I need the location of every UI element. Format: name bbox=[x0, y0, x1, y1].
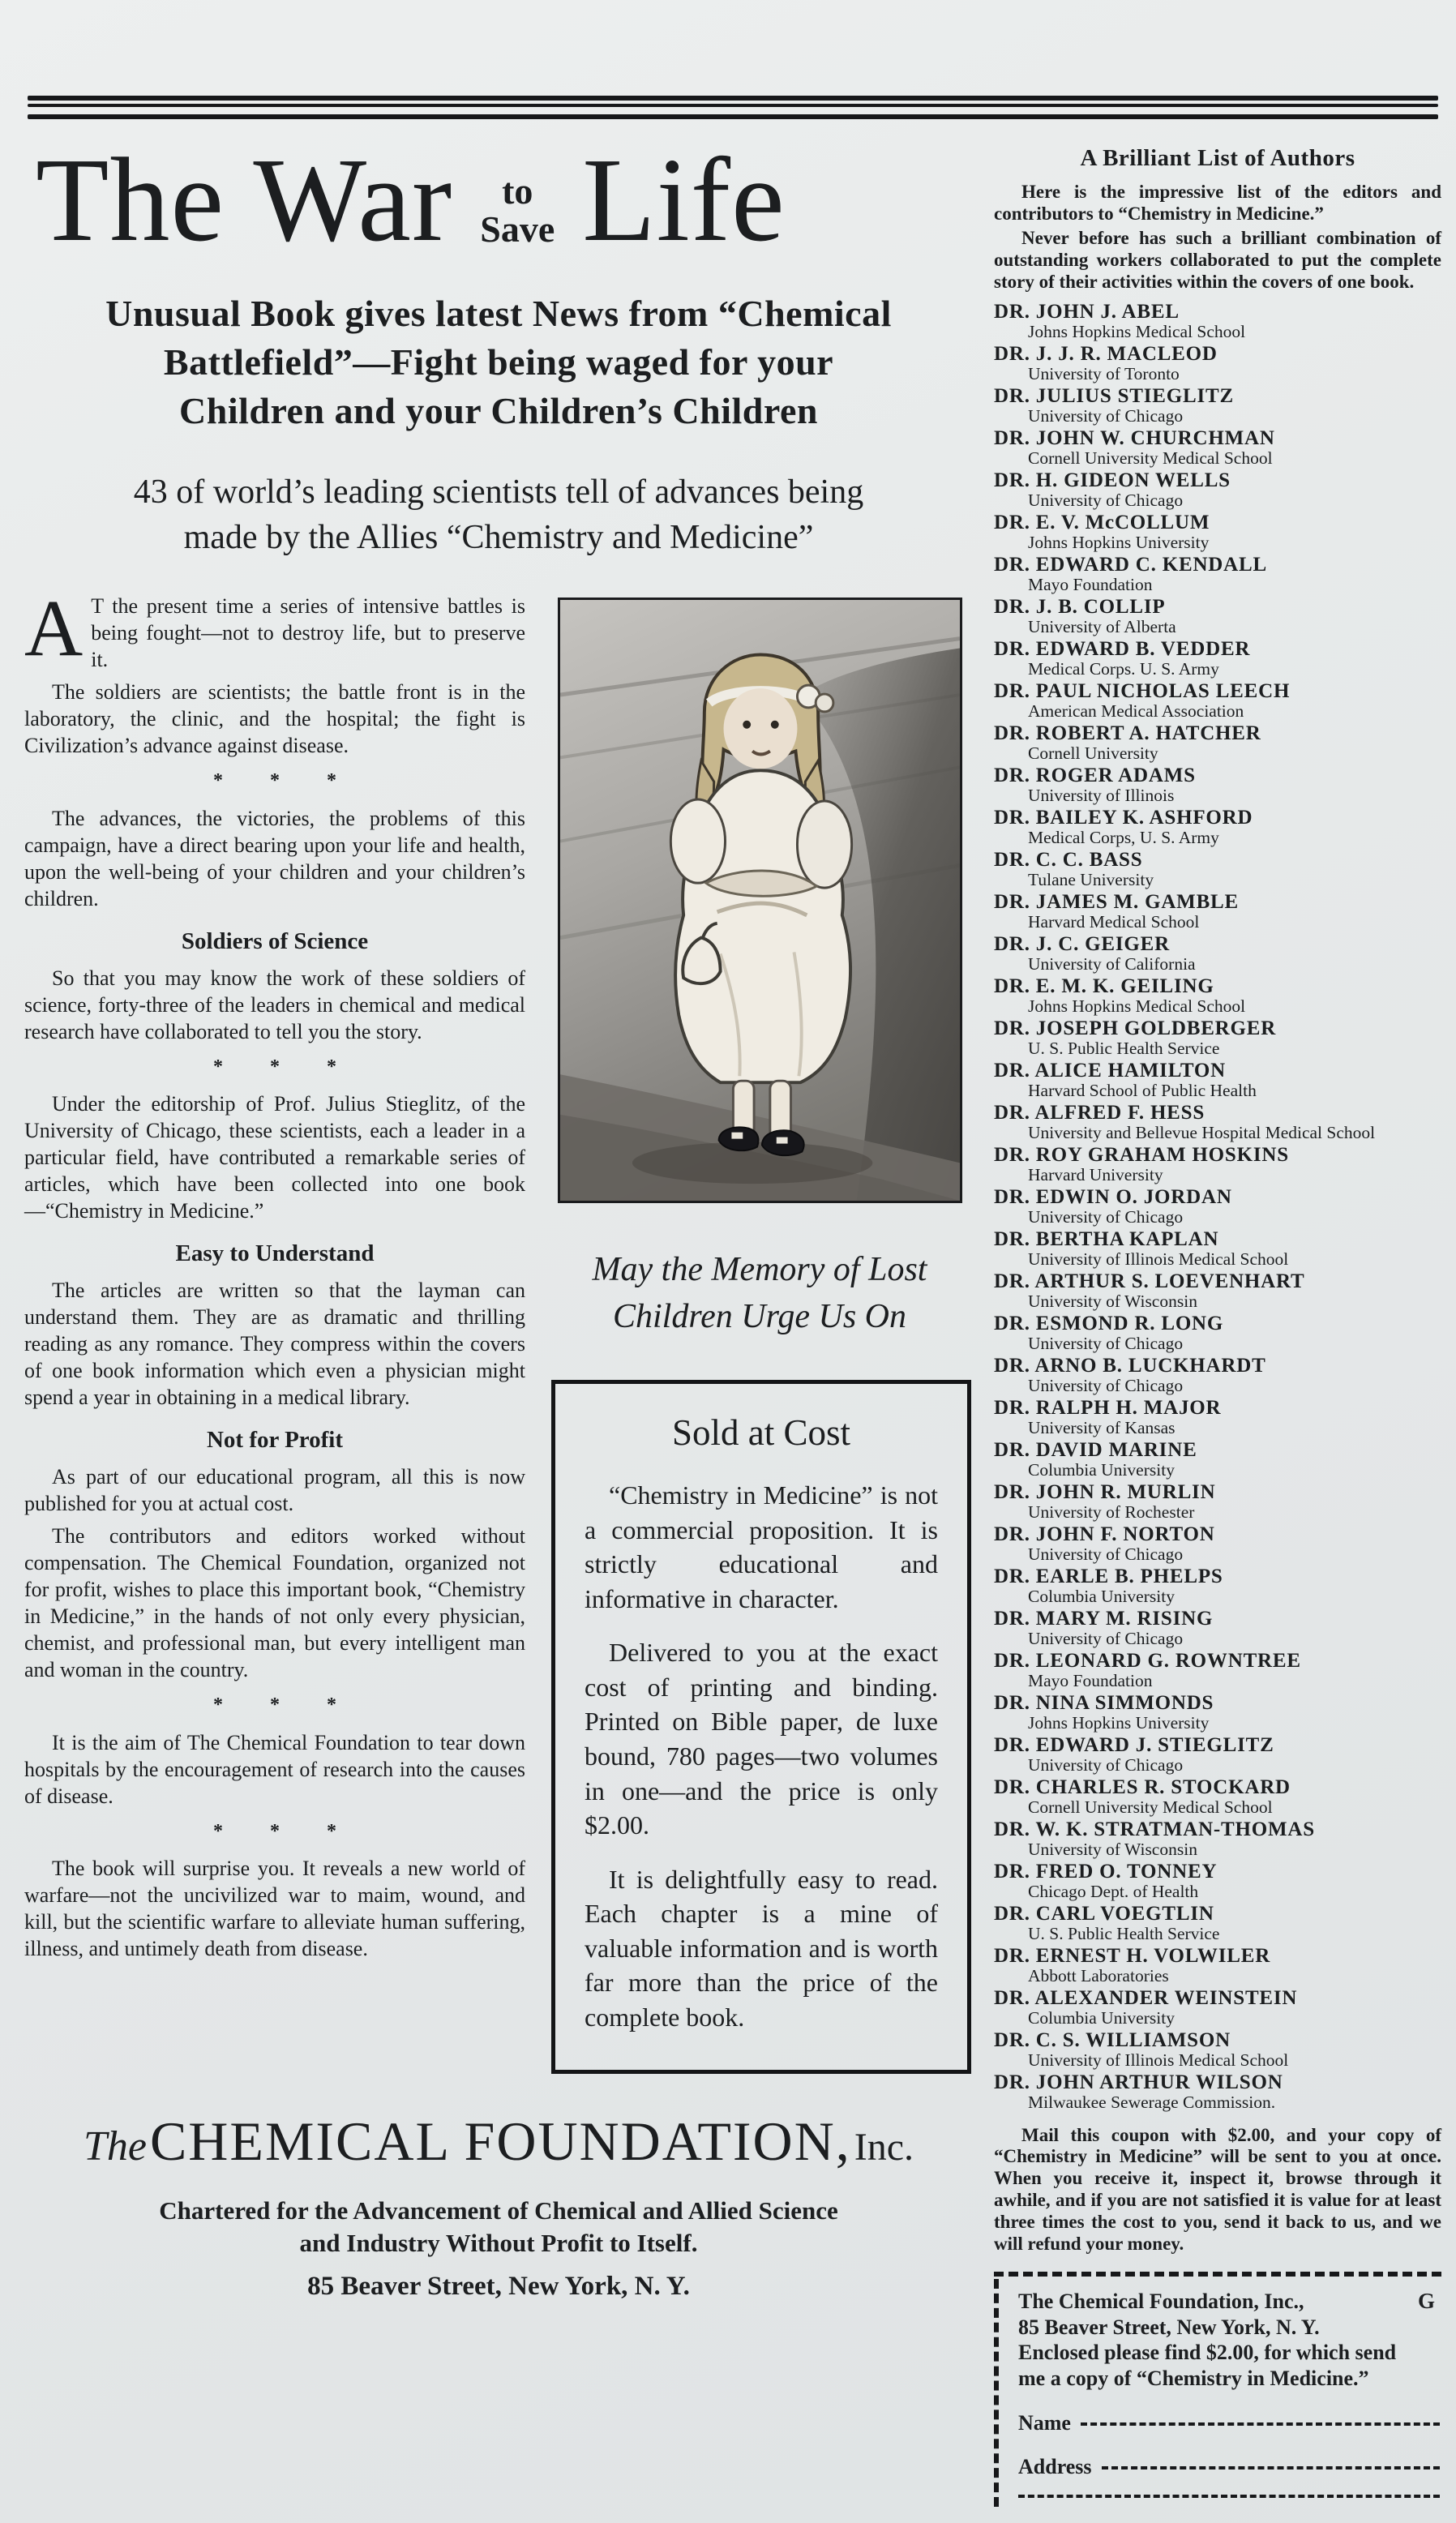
author-name: DR. CHARLES R. STOCKARD bbox=[994, 1776, 1291, 1798]
coupon-extra-writing-line bbox=[1018, 2495, 1440, 2498]
mail-coupon-text: Mail this coupon with $2.00, and your copy of “Chemistry in Medicine” will be sent to you at once. When you receive it, inspect it, browse through it awhile, and if you are not satisfied it is value for at least three times the cost to you, send it back to us, and we will refund your money. bbox=[994, 2124, 1441, 2255]
text-block: Easy to Understand bbox=[175, 1240, 375, 1267]
author-institution: Columbia University bbox=[1028, 1459, 1175, 1480]
coupon-address-line: 85 Beaver Street, New York, N. Y. bbox=[1018, 2315, 1320, 2339]
text-block: It is the aim of The Chemical Foundation to tear down hospitals by the encouragement of research into the causes of disease. bbox=[24, 1730, 525, 1808]
author-institution: University of Chicago bbox=[1028, 405, 1184, 426]
body-text-column bbox=[24, 583, 525, 2074]
author-institution: Harvard School of Public Health bbox=[1028, 1080, 1257, 1100]
author-entry bbox=[994, 1946, 1441, 1985]
author-name: DR. RALPH H. MAJOR bbox=[994, 1396, 1222, 1419]
author-name: DR. H. GIDEON WELLS bbox=[994, 469, 1231, 491]
author-entry bbox=[994, 1356, 1441, 1395]
author-entry bbox=[994, 2030, 1441, 2070]
author-name: DR. EDWARD B. VEDDER bbox=[994, 637, 1251, 660]
page-title bbox=[24, 134, 973, 267]
masthead-rule-top bbox=[28, 96, 1438, 101]
author-name: DR. JOHN R. MURLIN bbox=[994, 1480, 1216, 1503]
cost-box-heading: Sold at Cost bbox=[671, 1412, 851, 1454]
text-block: Soldiers of Science bbox=[181, 927, 369, 954]
author-name: DR. E. M. K. GEILING bbox=[994, 975, 1214, 997]
author-institution: University and Bellevue Hospital Medical School bbox=[1028, 1122, 1376, 1142]
author-institution: University of Wisconsin bbox=[1028, 1291, 1197, 1311]
author-name: DR. JOHN F. NORTON bbox=[994, 1523, 1215, 1545]
author-institution: Johns Hopkins University bbox=[1028, 532, 1210, 552]
author-name: DR. ESMOND R. LONG bbox=[994, 1312, 1224, 1334]
author-entry bbox=[994, 850, 1441, 889]
text-block: The articles are written so that the layman can understand them. They are as dramatic and thrilling reading as any romance. They compress within the covers of one book information which even a physician might spend a year in obtaining in a medical library. bbox=[24, 1279, 525, 1410]
masthead-rule-middle bbox=[28, 104, 1438, 107]
masthead-rule-bottom bbox=[28, 114, 1438, 119]
author-name: DR. FRED O. TONNEY bbox=[994, 1860, 1218, 1883]
author-institution: Cornell University Medical School bbox=[1028, 448, 1273, 468]
author-entry bbox=[994, 1777, 1441, 1817]
authors-intro-paragraph: Here is the impressive list of the editors and contributors to “Chemistry in Medicine.” bbox=[994, 182, 1441, 224]
author-name: DR. BERTHA KAPLAN bbox=[994, 1227, 1219, 1250]
author-institution: Cornell University bbox=[1028, 743, 1158, 763]
author-institution: Columbia University bbox=[1028, 2007, 1175, 2028]
sold-at-cost-box bbox=[551, 1380, 971, 2074]
text-block: Under the editorship of Prof. Julius Stieglitz, of the University of Chicago, these scientists, each a leader in a particular field, have contributed a remarkable series of articles, which have been collected into one book—“Chemistry in Medicine.” bbox=[24, 1092, 525, 1223]
order-coupon-inner bbox=[994, 2279, 1441, 2507]
order-coupon bbox=[994, 2272, 1441, 2507]
tagline: 43 of world’s leading scientists tell of advances being made by the Allies “Chemistry and Medicine” bbox=[133, 473, 864, 556]
title-the-war: The War bbox=[36, 134, 453, 267]
author-institution: University of Chicago bbox=[1028, 1333, 1184, 1353]
author-institution: University of Chicago bbox=[1028, 1206, 1184, 1227]
title-to: to bbox=[502, 170, 533, 212]
cost-box-paragraph: Delivered to you at the exact cost of printing and binding. Printed on Bible paper, de luxe bound, 780 pages—two volumes in one—and the price is only $2.00. bbox=[585, 1638, 938, 1840]
author-name: DR. EDWARD C. KENDALL bbox=[994, 553, 1267, 576]
text-block: As part of our educational program, all this is now published for you at actual cost. bbox=[24, 1465, 525, 1516]
foundation-org: CHEMICAL FOUNDATION, bbox=[149, 2110, 851, 2173]
author-institution: U. S. Public Health Service bbox=[1028, 1038, 1220, 1058]
author-entry bbox=[994, 597, 1441, 636]
author-name: DR. PAUL NICHOLAS LEECH bbox=[994, 679, 1291, 702]
author-institution: American Medical Association bbox=[1028, 700, 1244, 721]
author-institution: University of Chicago bbox=[1028, 1544, 1184, 1564]
author-entry bbox=[994, 428, 1441, 468]
author-institution: Johns Hopkins Medical School bbox=[1028, 321, 1246, 341]
author-entry bbox=[994, 1103, 1441, 1142]
text-block: The contributors and editors worked without compensation. The Chemical Foundation, organized not for profit, wishes to place this important book, “Chemistry in Medicine,” in the hands of not only every physician, chemist, and professional man, but every intelligent man and woman in the country. bbox=[24, 1524, 525, 1682]
author-name: DR. MARY M. RISING bbox=[994, 1607, 1214, 1630]
subtitle: Unusual Book gives latest News from “Chemical Battlefield”—Fight being waged for your Children and your Children’s Children bbox=[105, 293, 892, 431]
author-entry bbox=[994, 386, 1441, 426]
foundation-address: 85 Beaver Street, New York, N. Y. bbox=[307, 2272, 690, 2302]
foundation-name bbox=[24, 2110, 973, 2174]
author-institution: Chicago Dept. of Health bbox=[1028, 1881, 1199, 1901]
author-institution: Mayo Foundation bbox=[1028, 1670, 1153, 1690]
author-entry bbox=[994, 512, 1441, 552]
author-name: DR. JOHN J. ABEL bbox=[994, 300, 1180, 323]
author-name: DR. E. V. McCOLLUM bbox=[994, 511, 1210, 533]
author-entry bbox=[994, 1482, 1441, 1522]
authors-intro-paragraph: Never before has such a brilliant combination of outstanding workers collaborated to put the complete story of their activities within the covers of one book. bbox=[994, 227, 1441, 292]
author-name: DR. ARNO B. LUCKHARDT bbox=[994, 1354, 1266, 1377]
author-entry bbox=[994, 1060, 1441, 1100]
author-entry bbox=[994, 344, 1441, 383]
text-block: The book will surprise you. It reveals a new world of warfare—not the uncivilized war to maim, wound, and kill, but the scientific warfare to alleviate human suffering, illness, and untimely death from disease. bbox=[24, 1857, 525, 1961]
text-block: * * * bbox=[213, 1056, 336, 1077]
author-institution: University of Rochester bbox=[1028, 1501, 1195, 1522]
author-name: DR. ALFRED F. HESS bbox=[994, 1101, 1205, 1124]
author-name: DR. C. S. WILLIAMSON bbox=[994, 2028, 1231, 2051]
author-name: DR. ROBERT A. HATCHER bbox=[994, 722, 1261, 744]
author-entry bbox=[994, 1693, 1441, 1733]
author-entry bbox=[994, 1819, 1441, 1859]
author-entry bbox=[994, 2072, 1441, 2112]
author-institution: University of Kansas bbox=[1028, 1417, 1176, 1437]
author-entry bbox=[994, 302, 1441, 341]
author-institution: University of California bbox=[1028, 953, 1196, 974]
author-name: DR. C. C. BASS bbox=[994, 848, 1143, 871]
author-name: DR. BAILEY K. ASHFORD bbox=[994, 806, 1253, 829]
author-entry bbox=[994, 1313, 1441, 1353]
author-entry bbox=[994, 1861, 1441, 1901]
author-entry bbox=[994, 470, 1441, 510]
authors-column bbox=[994, 140, 1441, 2507]
text-block: AT the present time a series of intensive battles is being fought—not to destroy life, but to preserve it. bbox=[24, 583, 525, 674]
author-institution: Cornell University Medical School bbox=[1028, 1797, 1273, 1817]
author-name: DR. LEONARD G. ROWNTREE bbox=[994, 1649, 1301, 1672]
author-name: DR. ROGER ADAMS bbox=[994, 764, 1196, 786]
text-block: * * * bbox=[213, 770, 336, 792]
author-entry bbox=[994, 1398, 1441, 1437]
author-institution: University of Alberta bbox=[1028, 616, 1176, 636]
cost-box-paragraph: It is delightfully easy to read. Each chapter is a mine of valuable information and is worth far more than the price of the complete book. bbox=[585, 1864, 938, 2032]
text-block: * * * bbox=[213, 1694, 336, 1716]
girl-photo-illustration bbox=[560, 600, 960, 1201]
text-block: So that you may know the work of these soldiers of science, forty-three of the leaders in chemical and medical research have collaborated to tell you the story. bbox=[24, 966, 525, 1043]
author-entry bbox=[994, 1018, 1441, 1058]
author-institution: University of Toronto bbox=[1028, 363, 1180, 383]
coupon-corner-mark: G bbox=[1417, 2288, 1435, 2313]
author-name: DR. JULIUS STIEGLITZ bbox=[994, 384, 1234, 407]
author-name: DR. ERNEST H. VOLWILER bbox=[994, 1944, 1271, 1967]
author-name: DR. J. C. GEIGER bbox=[994, 932, 1170, 955]
photo-caption: May the Memory of Lost Children Urge Us On bbox=[592, 1251, 927, 1336]
coupon-address-label: Address bbox=[1018, 2454, 1092, 2478]
author-name: DR. NINA SIMMONDS bbox=[994, 1691, 1214, 1714]
author-name: DR. EDWARD J. STIEGLITZ bbox=[994, 1733, 1274, 1756]
author-name: DR. EARLE B. PHELPS bbox=[994, 1565, 1223, 1587]
author-name: DR. JAMES M. GAMBLE bbox=[994, 890, 1240, 913]
title-save: Save bbox=[480, 208, 555, 250]
girl-photo bbox=[558, 598, 962, 1203]
author-name: DR. JOHN W. CHURCHMAN bbox=[994, 426, 1275, 449]
author-institution: Milwaukee Sewerage Commission. bbox=[1028, 2092, 1276, 2112]
author-entry bbox=[994, 1145, 1441, 1184]
cost-box-paragraph: “Chemistry in Medicine” is not a commercial proposition. It is strictly educational and informative in character. bbox=[585, 1480, 938, 1613]
main-content-area bbox=[24, 134, 973, 2507]
coupon-body-line1: Enclosed please find $2.00, for which send bbox=[1018, 2341, 1397, 2365]
foundation-the: The bbox=[83, 2123, 147, 2170]
author-entry bbox=[994, 1271, 1441, 1311]
footer bbox=[24, 2110, 973, 2302]
author-entry bbox=[994, 765, 1441, 805]
text-block: The advances, the victories, the problems of this campaign, have a direct bearing upon your life and health, upon the well-being of your children and your children’s children. bbox=[24, 806, 525, 910]
author-entry bbox=[994, 723, 1441, 763]
author-entry bbox=[994, 555, 1441, 594]
author-institution: Medical Corps. U. S. Army bbox=[1028, 658, 1219, 679]
author-institution: University of Chicago bbox=[1028, 490, 1184, 510]
author-institution: University of Illinois bbox=[1028, 785, 1175, 805]
author-institution: Harvard Medical School bbox=[1028, 911, 1200, 932]
author-institution: University of Illinois Medical School bbox=[1028, 2050, 1289, 2070]
author-entry bbox=[994, 1651, 1441, 1690]
author-institution: Johns Hopkins Medical School bbox=[1028, 996, 1246, 1016]
author-entry bbox=[994, 807, 1441, 847]
author-institution: Harvard University bbox=[1028, 1164, 1163, 1184]
author-name: DR. CARL VOEGTLIN bbox=[994, 1902, 1214, 1925]
author-institution: Tulane University bbox=[1028, 869, 1154, 889]
author-entry bbox=[994, 1187, 1441, 1227]
text-block: Not for Profit bbox=[206, 1427, 344, 1454]
author-name: DR. JOSEPH GOLDBERGER bbox=[994, 1017, 1277, 1039]
author-name: DR. ALEXANDER WEINSTEIN bbox=[994, 1986, 1298, 2009]
author-name: DR. DAVID MARINE bbox=[994, 1438, 1197, 1461]
center-column bbox=[546, 593, 973, 2074]
author-entry bbox=[994, 934, 1441, 974]
author-entry bbox=[994, 1608, 1441, 1648]
title-to-save bbox=[480, 170, 555, 250]
author-entry bbox=[994, 976, 1441, 1016]
author-name: DR. JOHN ARTHUR WILSON bbox=[994, 2071, 1283, 2093]
author-entry bbox=[994, 1904, 1441, 1943]
author-institution: Abbott Laboratories bbox=[1028, 1965, 1169, 1985]
author-name: DR. ARTHUR S. LOEVENHART bbox=[994, 1270, 1305, 1292]
coupon-name-writing-line bbox=[1081, 2422, 1440, 2426]
author-entry bbox=[994, 1524, 1441, 1564]
cost-box-paragraphs bbox=[585, 1478, 938, 2034]
author-name: DR. EDWIN O. JORDAN bbox=[994, 1185, 1232, 1208]
title-life: Life bbox=[582, 134, 786, 267]
author-institution: Medical Corps, U. S. Army bbox=[1028, 827, 1219, 847]
text-block: The soldiers are scientists; the battle front is in the laboratory, the clinic, and the hospital; the fight is Civilization’s advance against disease. bbox=[24, 680, 525, 758]
author-entry bbox=[994, 1566, 1441, 1606]
author-entry bbox=[994, 1988, 1441, 2028]
text-block: * * * bbox=[213, 1820, 336, 1842]
authors-heading: A Brilliant List of Authors bbox=[1080, 145, 1355, 171]
author-entry bbox=[994, 639, 1441, 679]
author-institution: Columbia University bbox=[1028, 1586, 1175, 1606]
author-name: DR. W. K. STRATMAN-THOMAS bbox=[994, 1818, 1315, 1840]
author-name: DR. ALICE HAMILTON bbox=[994, 1059, 1226, 1082]
author-institution: University of Wisconsin bbox=[1028, 1839, 1197, 1859]
authors-intro bbox=[994, 182, 1441, 293]
coupon-body-line2: me a copy of “Chemistry in Medicine.” bbox=[1018, 2367, 1369, 2391]
author-institution: Mayo Foundation bbox=[1028, 574, 1153, 594]
author-institution: University of Chicago bbox=[1028, 1375, 1184, 1395]
author-institution: University of Chicago bbox=[1028, 1628, 1184, 1648]
coupon-name-field bbox=[1018, 2411, 1440, 2435]
author-entry bbox=[994, 681, 1441, 721]
coupon-address-writing-line bbox=[1102, 2466, 1440, 2469]
coupon-address-field bbox=[1018, 2455, 1440, 2479]
authors-list bbox=[994, 302, 1441, 2112]
author-institution: University of Illinois Medical School bbox=[1028, 1249, 1289, 1269]
author-name: DR. ROY GRAHAM HOSKINS bbox=[994, 1143, 1289, 1166]
author-institution: Johns Hopkins University bbox=[1028, 1712, 1210, 1733]
author-entry bbox=[994, 1735, 1441, 1775]
author-institution: U. S. Public Health Service bbox=[1028, 1923, 1220, 1943]
coupon-name-label: Name bbox=[1018, 2410, 1071, 2435]
foundation-charter-text: Chartered for the Advancement of Chemical and Allied Science and Industry Without Profit to Itself. bbox=[159, 2196, 838, 2257]
author-institution: University of Chicago bbox=[1028, 1754, 1184, 1775]
foundation-inc: Inc. bbox=[854, 2126, 914, 2170]
author-entry bbox=[994, 1440, 1441, 1480]
coupon-org-line: The Chemical Foundation, Inc., bbox=[1018, 2289, 1304, 2313]
author-entry bbox=[994, 1229, 1441, 1269]
author-name: DR. J. B. COLLIP bbox=[994, 595, 1166, 618]
author-name: DR. J. J. R. MACLEOD bbox=[994, 342, 1218, 365]
author-entry bbox=[994, 892, 1441, 932]
coupon-extra-field bbox=[1018, 2499, 1440, 2502]
